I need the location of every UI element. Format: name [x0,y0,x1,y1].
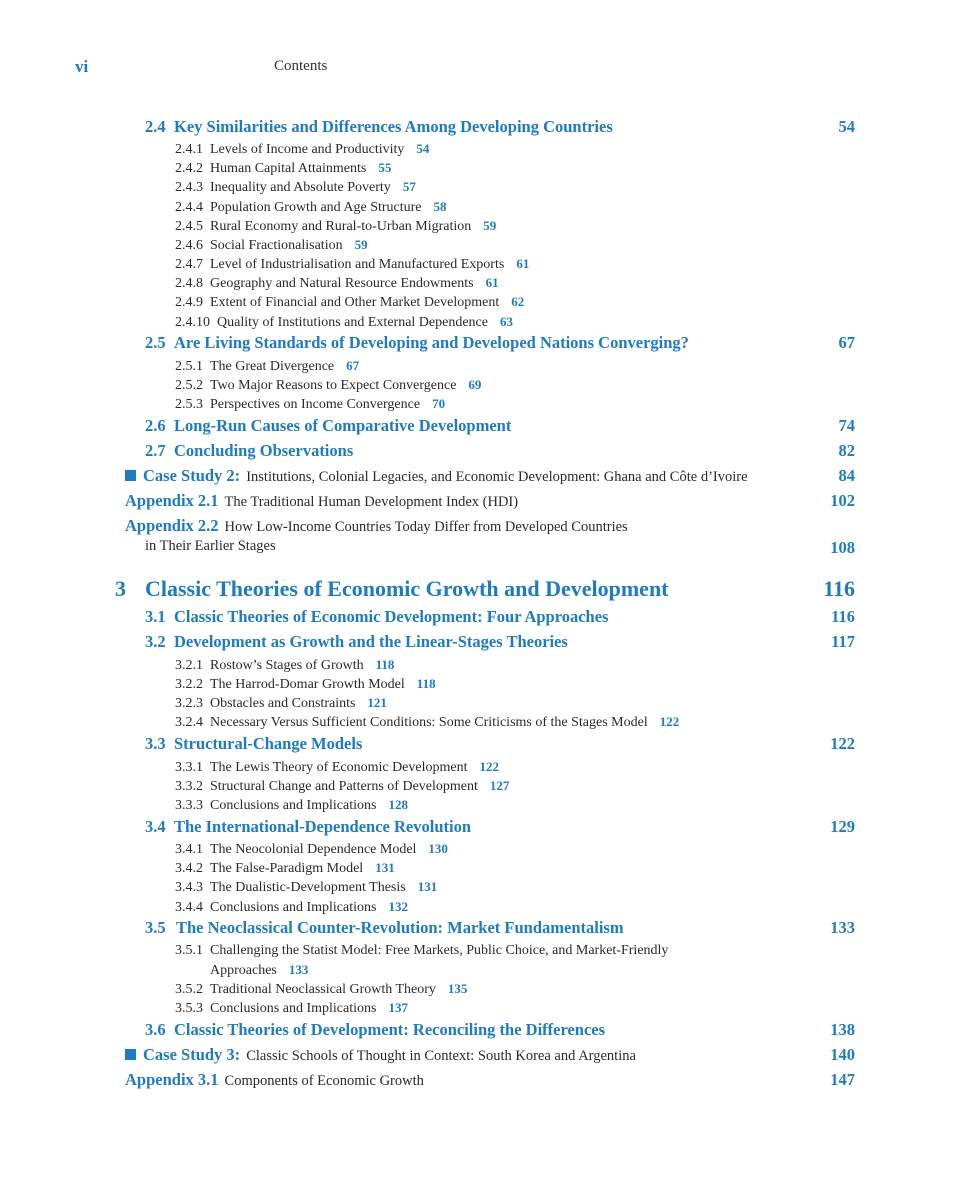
toc-case-study-2[interactable] [0,466,961,488]
page-number: 82 [838,441,855,460]
page-number: 127 [489,778,510,793]
page-number: 116 [823,576,855,601]
page-number: 122 [479,759,499,774]
section-title: Long-Run Causes of Comparative Development [174,416,512,435]
toc-subsection[interactable] [0,294,961,316]
subsection-number: 2.4.4 [175,200,203,215]
page-number: 108 [830,538,855,557]
subsection-title: Levels of Income and Productivity [210,142,405,157]
subsection-title: The False-Paradigm Model [210,861,364,876]
subsection-title: Population Growth and Age Structure [210,200,422,215]
section-number: 2.5 [145,333,166,352]
subsection-title: Quality of Institutions and External Dependence [217,315,488,330]
subsection-number: 3.2.2 [175,677,203,692]
page-number: 62 [511,294,525,309]
subsection-number: 2.5.1 [175,359,203,374]
subsection-number: 3.5.1 [175,943,203,958]
subsection-title: Structural Change and Patterns of Development [210,779,478,794]
subsection-title: Inequality and Absolute Poverty [210,180,391,195]
section-number: 3.1 [145,607,166,626]
section-number: 2.6 [145,416,166,435]
subsection-title: Rostow’s Stages of Growth [210,658,364,673]
toc-appendix-2-1[interactable] [0,491,961,513]
section-title: Classic Theories of Development: Reconciling the Differences [174,1020,606,1039]
subsection-title: Human Capital Attainments [210,161,367,176]
page-number: 131 [375,860,395,875]
toc-subsection[interactable] [0,1000,961,1022]
section-title: Structural-Change Models [174,734,363,753]
page-number: 54 [838,117,855,136]
subsection-title: Conclusions and Implications [210,798,377,813]
section-title: The Neoclassical Counter-Revolution: Market Fundamentalism [176,918,624,937]
subsection-number: 3.5.3 [175,1001,203,1016]
section-title: Development as Growth and the Linear-Stages Theories [174,632,568,651]
appendix-title: How Low-Income Countries Today Differ from Developed Countries [224,519,628,535]
subsection-number: 2.4.10 [175,315,210,330]
section-number: 3.4 [145,817,166,836]
subsection-title: The Great Divergence [210,359,335,374]
section-number: 3.3 [145,734,166,753]
page-number: 121 [367,695,387,710]
section-title: The International-Dependence Revolution [174,817,471,836]
appendix-title: Components of Economic Growth [224,1073,424,1089]
toc-section-2-5[interactable] [0,333,961,355]
subsection-title: The Neocolonial Dependence Model [210,842,417,857]
page-number: 118 [375,657,395,672]
subsection-title: Perspectives on Income Convergence [210,397,421,412]
page-number: 135 [447,981,468,996]
page-number: 102 [830,491,855,510]
page-number: 129 [830,817,855,836]
page-number: 55 [378,160,392,175]
square-bullet-icon [125,1049,136,1060]
toc-case-study-3[interactable] [0,1045,961,1067]
page-number: 58 [433,199,447,214]
subsection-title: The Lewis Theory of Economic Development [210,760,468,775]
section-number: 2.7 [145,441,166,460]
page-number: 117 [831,632,855,651]
page-number: 122 [659,714,680,729]
subsection-title: Conclusions and Implications [210,900,377,915]
toc-section-3-5[interactable] [0,918,961,940]
subsection-title: Rural Economy and Rural-to-Urban Migration [210,219,472,234]
appendix-label: Appendix 2.1 [125,491,219,510]
toc-chapter-3[interactable] [0,576,961,606]
section-number: 3.5 [145,918,166,937]
page-number: 147 [830,1070,855,1089]
subsection-title: Extent of Financial and Other Market Development [210,295,500,310]
toc-appendix-2-2-cont[interactable] [0,538,961,560]
page-number: 57 [402,179,416,194]
page-number: 140 [830,1045,855,1064]
subsection-title: Challenging the Statist Model: Free Markets, Public Choice, and Market-Friendly [210,943,669,958]
toc-appendix-2-2[interactable] [0,516,961,538]
toc-appendix-3-1[interactable] [0,1070,961,1092]
subsection-number: 3.4.2 [175,861,203,876]
subsection-number: 3.4.1 [175,842,203,857]
page-number: 138 [830,1020,855,1039]
subsection-number: 3.3.3 [175,798,203,813]
appendix-title: The Traditional Human Development Index (HDI) [224,494,519,510]
subsection-title: Geography and Natural Resource Endowments [210,276,474,291]
toc-section-3-1[interactable] [0,607,961,629]
subsection-number: 3.5.2 [175,982,203,997]
toc-subsection[interactable] [0,879,961,901]
toc-subsection[interactable] [0,714,961,736]
running-head: Contents [274,58,328,74]
page-number: 84 [838,466,855,485]
toc-section-3-4[interactable] [0,817,961,839]
page-number: 137 [388,1000,408,1015]
subsection-number: 2.4.9 [175,295,203,310]
appendix-label: Appendix 2.2 [125,516,219,535]
subsection-title: Two Major Reasons to Expect Convergence [210,378,457,393]
case-study-title: Institutions, Colonial Legacies, and Economic Development: Ghana and Côte d’Ivoire [246,469,748,485]
section-title: Are Living Standards of Developing and Developed Nations Converging? [174,333,689,352]
appendix-title-continued: in Their Earlier Stages [145,538,276,554]
section-number: 3.2 [145,632,166,651]
page-number: 116 [831,607,855,626]
subsection-number: 3.4.3 [175,880,203,895]
subsection-title: Social Fractionalisation [210,238,343,253]
page-number: 74 [838,416,855,435]
page-number: 61 [485,275,499,290]
appendix-label: Appendix 3.1 [125,1070,219,1089]
subsection-number: 3.2.3 [175,696,203,711]
subsection-number: 2.4.6 [175,238,203,253]
case-study-label: Case Study 3: [143,1045,241,1064]
section-title: Concluding Observations [174,441,354,460]
page-number: 118 [416,676,436,691]
chapter-title: Classic Theories of Economic Growth and Development [145,576,669,601]
subsection-number: 3.3.2 [175,779,203,794]
chapter-number: 3 [115,576,126,601]
page-number: 54 [416,141,430,156]
subsection-number: 2.4.5 [175,219,203,234]
subsection-title-continued: Approaches [210,963,277,978]
page-number: 133 [288,962,309,977]
page-folio: vi [75,57,89,76]
square-bullet-icon [125,470,136,481]
section-title: Classic Theories of Economic Development: Four Approaches [174,607,609,626]
page-number: 133 [830,918,855,937]
subsection-title: Conclusions and Implications [210,1001,377,1016]
subsection-title: Traditional Neoclassical Growth Theory [210,982,436,997]
subsection-number: 3.2.1 [175,658,203,673]
subsection-number: 2.4.2 [175,161,203,176]
page-number: 128 [388,797,408,812]
page-number: 61 [516,256,530,271]
page-number: 70 [432,396,446,411]
page-number: 59 [483,218,497,233]
section-title: Key Similarities and Differences Among Developing Countries [174,117,613,136]
toc-section-2-4[interactable] [0,117,961,139]
subsection-number: 2.5.2 [175,378,203,393]
toc-section-2-6[interactable] [0,416,961,438]
page-number: 132 [388,899,408,914]
subsection-number: 2.4.7 [175,257,203,272]
subsection-number: 2.5.3 [175,397,203,412]
subsection-title: Necessary Versus Sufficient Conditions: Some Criticisms of the Stages Model [210,715,648,730]
toc-subsection[interactable] [0,179,961,201]
section-number: 2.4 [145,117,166,136]
toc-subsection[interactable] [0,797,961,819]
subsection-number: 3.2.4 [175,715,203,730]
toc-section-2-7[interactable] [0,441,961,463]
toc-section-3-3[interactable] [0,734,961,756]
toc-section-3-2[interactable] [0,632,961,654]
page-number: 63 [499,314,513,329]
page-number: 69 [468,377,482,392]
page-number: 122 [830,734,855,753]
subsection-title: Level of Industrialisation and Manufactured Exports [210,257,505,272]
page-number: 131 [417,879,438,894]
subsection-title: The Harrod-Domar Growth Model [210,677,405,692]
subsection-number: 2.4.8 [175,276,203,291]
subsection-title: Obstacles and Constraints [210,696,356,711]
toc-subsection[interactable] [0,396,961,418]
subsection-title: The Dualistic-Development Thesis [210,880,406,895]
subsection-number: 2.4.3 [175,180,203,195]
subsection-number: 3.4.4 [175,900,203,915]
subsection-number: 2.4.1 [175,142,203,157]
page-number: 59 [354,237,368,252]
case-study-title: Classic Schools of Thought in Context: South Korea and Argentina [246,1048,636,1064]
page-number: 67 [346,358,360,373]
page-number: 67 [838,333,855,352]
case-study-label: Case Study 2: [143,466,241,485]
toc-section-3-6[interactable] [0,1020,961,1042]
subsection-number: 3.3.1 [175,760,203,775]
section-number: 3.6 [145,1020,166,1039]
page-number: 130 [428,841,448,856]
